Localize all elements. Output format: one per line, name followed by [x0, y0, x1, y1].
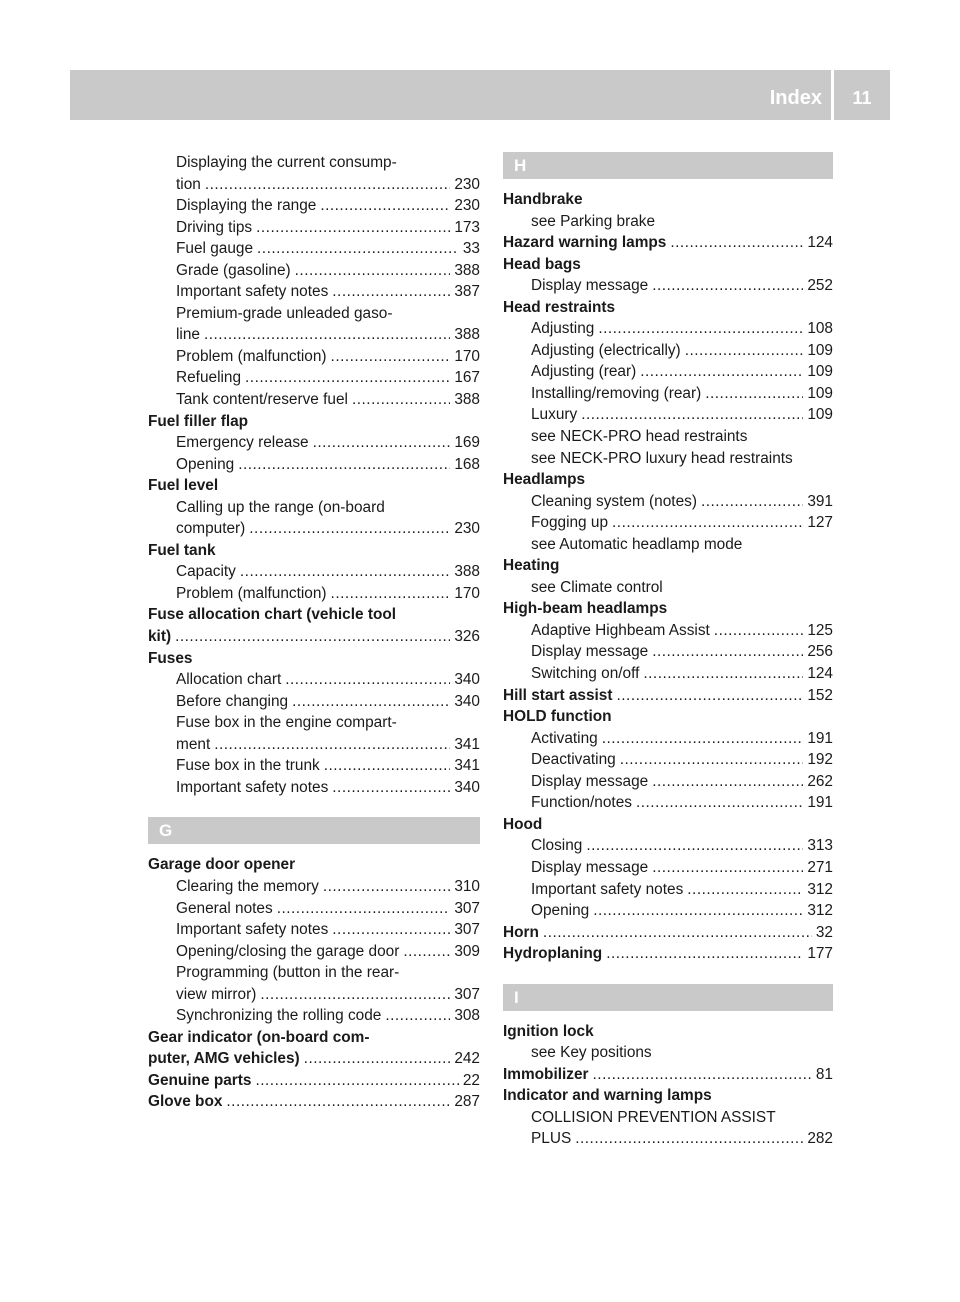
index-main-entry	[148, 1027, 480, 1049]
page-reference: 230	[454, 520, 480, 538]
dot-leader	[652, 857, 803, 879]
entry-text: Opening	[531, 902, 590, 920]
page-number: 11	[852, 88, 872, 108]
page-reference: 256	[807, 643, 833, 661]
page-reference: 109	[807, 406, 833, 424]
index-main-entry	[148, 604, 480, 626]
index-main-entry	[148, 854, 480, 876]
entry-text: Adjusting (rear)	[531, 363, 637, 381]
entry-text: Fuse box in the engine compart-	[176, 714, 397, 732]
page-reference: 152	[807, 686, 833, 704]
entry-text: Hood	[503, 815, 543, 833]
entry-text: Cleaning system (notes)	[531, 492, 697, 510]
entry-text: see Automatic headlamp mode	[531, 535, 743, 553]
index-main-entry	[503, 189, 833, 211]
entry-text: see Key positions	[531, 1044, 652, 1062]
dot-leader	[214, 734, 450, 756]
entry-text: Hill start assist	[503, 686, 613, 704]
entry-text: see Parking brake	[531, 212, 656, 230]
page-reference: 388	[454, 261, 480, 279]
page-reference: 125	[807, 621, 833, 639]
index-sub-entry	[148, 346, 480, 368]
entry-text: Opening	[176, 455, 235, 473]
index-main-entry	[148, 1091, 480, 1113]
section-gap	[503, 965, 833, 984]
entry-text: Adjusting (electrically)	[531, 341, 681, 359]
entry-text: Closing	[531, 837, 583, 855]
dot-leader	[324, 755, 451, 777]
dot-leader	[385, 1005, 450, 1027]
index-sub-entry	[148, 367, 480, 389]
entry-text: Grade (gasoline)	[176, 261, 291, 279]
index-sub-entry	[148, 919, 480, 941]
dot-leader	[640, 361, 803, 383]
entry-text: see Climate control	[531, 578, 663, 596]
entry-text: kit)	[148, 628, 172, 646]
entry-text: Fogging up	[531, 514, 609, 532]
page-reference: 307	[454, 985, 480, 1003]
page-reference: 312	[807, 880, 833, 898]
index-sub-entry	[503, 404, 833, 426]
index-sub-entry	[148, 691, 480, 713]
index-sub-entry	[148, 195, 480, 217]
dot-leader	[331, 583, 451, 605]
dot-leader	[277, 898, 451, 920]
page-reference: 340	[454, 778, 480, 796]
entry-text: Important safety notes	[176, 778, 329, 796]
index-sub-entry	[148, 876, 480, 898]
entry-text: tion	[176, 175, 201, 193]
dot-leader	[617, 685, 804, 707]
page-reference: 340	[454, 671, 480, 689]
index-sub-entry	[503, 792, 833, 814]
entry-text: ment	[176, 735, 211, 753]
page-reference: 341	[454, 757, 480, 775]
entry-text: view mirror)	[176, 985, 257, 1003]
index-main-entry	[503, 1021, 833, 1043]
page-reference: 167	[454, 369, 480, 387]
index-sub-entry	[503, 577, 833, 599]
index-sub-entry	[148, 260, 480, 282]
entry-text: Horn	[503, 923, 539, 941]
section-gap	[503, 1011, 833, 1021]
index-main-entry	[503, 943, 833, 965]
index-sub-entry	[148, 238, 480, 260]
page-reference: 308	[454, 1007, 480, 1025]
index-sub-entry	[503, 728, 833, 750]
index-sub-entry	[503, 835, 833, 857]
entry-text: Programming (button in the rear-	[176, 964, 400, 982]
index-sub-entry	[503, 383, 833, 405]
entry-text: Before changing	[176, 692, 289, 710]
entry-text: Handbrake	[503, 191, 583, 208]
page-reference: 173	[454, 218, 480, 236]
entry-text: Luxury	[531, 406, 578, 424]
page-reference: 391	[807, 492, 833, 510]
index-main-entry	[503, 297, 833, 319]
entry-text: Activating	[531, 729, 598, 747]
index-sub-entry	[503, 318, 833, 340]
dot-leader	[593, 1064, 812, 1086]
index-sub-entry	[503, 340, 833, 362]
index-sub-entry	[148, 734, 480, 756]
index-main-entry	[148, 411, 480, 433]
dot-leader	[652, 275, 803, 297]
index-sub-entry	[503, 361, 833, 383]
entry-text: Indicator and warning lamps	[503, 1087, 712, 1105]
entry-text: Hydroplaning	[503, 945, 603, 963]
dot-leader	[249, 518, 450, 540]
dot-leader	[352, 389, 450, 411]
entry-text: Heating	[503, 557, 560, 575]
index-sub-entry	[148, 281, 480, 303]
page-reference: 168	[454, 455, 480, 473]
page-reference: 230	[454, 175, 480, 193]
dot-leader	[643, 663, 803, 685]
entry-text: High-beam headlamps	[503, 600, 668, 618]
entry-text: Displaying the current consump-	[176, 154, 397, 171]
page-reference: 309	[454, 942, 480, 960]
index-sub-entry	[148, 217, 480, 239]
dot-leader	[620, 749, 804, 771]
page-reference: 313	[807, 837, 833, 855]
section-letter-header: G	[148, 817, 480, 844]
dot-leader	[606, 943, 803, 965]
entry-text: Display message	[531, 643, 649, 661]
index-sub-entry	[503, 211, 833, 233]
section-gap	[148, 844, 480, 854]
page-reference: 282	[807, 1130, 833, 1148]
index-main-entry	[503, 814, 833, 836]
entry-text: COLLISION PREVENTION ASSIST	[531, 1108, 776, 1126]
entry-text: Garage door opener	[148, 856, 296, 874]
page-reference: 192	[807, 751, 833, 769]
entry-text: Head restraints	[503, 298, 616, 316]
index-main-entry	[148, 626, 480, 648]
entry-text: Capacity	[176, 563, 236, 581]
index-sub-entry	[148, 962, 480, 984]
header-title: Index	[769, 87, 822, 109]
entry-text: Fuel filler flap	[148, 412, 249, 430]
page-reference: 169	[454, 434, 480, 452]
page-reference: 108	[807, 320, 833, 338]
entry-text: Displaying the range	[176, 197, 317, 215]
entry-text: Display message	[531, 858, 649, 876]
dot-leader	[332, 919, 450, 941]
dot-leader	[226, 1091, 450, 1113]
index-sub-entry	[503, 1128, 833, 1150]
dot-leader	[256, 217, 450, 239]
index-sub-entry	[503, 900, 833, 922]
entry-text: Synchronizing the rolling code	[176, 1007, 382, 1025]
entry-text: Problem (malfunction)	[176, 347, 327, 365]
page-reference: 22	[462, 1071, 480, 1089]
index-sub-entry	[148, 941, 480, 963]
entry-text: Driving tips	[176, 218, 253, 236]
page-reference: 262	[807, 772, 833, 790]
dot-leader	[598, 318, 803, 340]
page-reference: 388	[454, 563, 480, 581]
section-letter-header: H	[503, 152, 833, 179]
dot-leader	[204, 324, 450, 346]
page-reference: 312	[807, 902, 833, 920]
index-main-entry	[503, 1085, 833, 1107]
index-sub-entry	[148, 561, 480, 583]
dot-leader	[205, 174, 450, 196]
entry-text: Immobilizer	[503, 1065, 589, 1083]
entry-text: Calling up the range (on-board	[176, 498, 385, 516]
page-reference: 242	[454, 1050, 480, 1068]
entry-text: Deactivating	[531, 751, 616, 769]
page-reference: 109	[807, 341, 833, 359]
entry-text: Allocation chart	[176, 671, 282, 689]
index-main-entry	[503, 922, 833, 944]
entry-text: Important safety notes	[176, 283, 329, 301]
page-reference: 287	[454, 1093, 480, 1111]
dot-leader	[403, 941, 450, 963]
index-main-entry	[503, 254, 833, 276]
index-sub-entry	[148, 712, 480, 734]
index-main-entry	[148, 648, 480, 670]
index-sub-entry	[148, 152, 480, 174]
entry-text: Premium-grade unleaded gaso-	[176, 304, 393, 322]
page-reference: 326	[454, 628, 480, 646]
entry-text: Gear indicator (on-board com-	[148, 1028, 370, 1046]
dot-leader	[313, 432, 451, 454]
index-sub-entry	[503, 426, 833, 448]
index-sub-entry	[503, 879, 833, 901]
entry-text: Important safety notes	[176, 921, 329, 939]
dot-leader	[332, 281, 450, 303]
index-main-entry	[503, 1064, 833, 1086]
entry-text: Display message	[531, 772, 649, 790]
entry-text: computer)	[176, 520, 246, 538]
dot-leader	[238, 454, 450, 476]
dot-leader	[586, 835, 803, 857]
entry-text: Tank content/reserve fuel	[176, 391, 348, 409]
entry-text: Problem (malfunction)	[176, 584, 327, 602]
index-sub-entry	[503, 534, 833, 556]
dot-leader	[245, 367, 450, 389]
page-reference: 109	[807, 363, 833, 381]
entry-text: Fuse allocation chart (vehicle tool	[148, 606, 397, 624]
index-sub-entry	[148, 497, 480, 519]
index-sub-entry	[148, 324, 480, 346]
index-main-entry	[503, 706, 833, 728]
dot-leader	[331, 346, 451, 368]
page-reference: 388	[454, 391, 480, 409]
dot-leader	[612, 512, 803, 534]
index-sub-entry	[148, 518, 480, 540]
entry-text: HOLD function	[503, 708, 612, 726]
entry-text: Emergency release	[176, 434, 309, 452]
dot-leader	[602, 728, 804, 750]
page-reference: 127	[807, 514, 833, 532]
index-sub-entry	[503, 749, 833, 771]
entry-text: Glove box	[148, 1093, 223, 1111]
entry-text: Display message	[531, 277, 649, 295]
index-sub-entry	[503, 512, 833, 534]
index-sub-entry	[503, 663, 833, 685]
entry-text: PLUS	[531, 1130, 572, 1148]
section-gap	[503, 179, 833, 189]
dot-leader	[685, 340, 804, 362]
dot-leader	[175, 626, 450, 648]
index-sub-entry	[503, 620, 833, 642]
dot-leader	[257, 238, 459, 260]
index-column-left	[148, 152, 480, 1113]
index-column-right	[503, 152, 833, 1150]
index-sub-entry	[503, 275, 833, 297]
index-sub-entry	[148, 583, 480, 605]
index-sub-entry	[148, 898, 480, 920]
dot-leader	[320, 195, 450, 217]
dot-leader	[701, 491, 803, 513]
index-main-entry	[503, 469, 833, 491]
index-sub-entry	[503, 448, 833, 470]
index-sub-entry	[148, 432, 480, 454]
page-reference: 33	[462, 240, 480, 258]
page-reference: 387	[454, 283, 480, 301]
entry-text: Genuine parts	[148, 1071, 252, 1089]
index-sub-entry	[148, 1005, 480, 1027]
page-reference: 307	[454, 921, 480, 939]
page-reference: 170	[454, 584, 480, 602]
entry-text: Opening/closing the garage door	[176, 942, 400, 960]
index-sub-entry	[148, 389, 480, 411]
index-main-entry	[503, 232, 833, 254]
index-sub-entry	[148, 755, 480, 777]
entry-text: General notes	[176, 899, 273, 917]
dot-leader	[323, 876, 450, 898]
page-reference: 81	[815, 1065, 833, 1083]
dot-leader	[705, 383, 803, 405]
entry-text: Adaptive Highbeam Assist	[531, 621, 710, 639]
page-reference: 32	[815, 923, 833, 941]
entry-text: Fuel tank	[148, 541, 216, 559]
index-sub-entry	[503, 1042, 833, 1064]
index-sub-entry	[148, 777, 480, 799]
entry-text: Fuel gauge	[176, 240, 254, 258]
page-reference: 271	[807, 858, 833, 876]
dot-leader	[593, 900, 803, 922]
page-reference: 310	[454, 877, 480, 895]
index-sub-entry	[148, 303, 480, 325]
entry-text: line	[176, 326, 200, 344]
dot-leader	[332, 777, 450, 799]
dot-leader	[636, 792, 803, 814]
entry-text: Hazard warning lamps	[503, 234, 667, 252]
index-sub-entry	[148, 984, 480, 1006]
page-reference: 109	[807, 384, 833, 402]
page-reference: 191	[807, 794, 833, 812]
dot-leader	[652, 641, 803, 663]
index-main-entry	[148, 475, 480, 497]
page-reference: 341	[454, 735, 480, 753]
entry-text: Function/notes	[531, 794, 632, 812]
dot-leader	[304, 1048, 451, 1070]
index-main-entry	[503, 598, 833, 620]
entry-text: Refueling	[176, 369, 242, 387]
entry-text: Head bags	[503, 255, 581, 273]
dot-leader	[285, 669, 450, 691]
index-sub-entry	[148, 174, 480, 196]
index-sub-entry	[148, 669, 480, 691]
dot-leader	[714, 620, 804, 642]
entry-text: see NECK-PRO head restraints	[531, 428, 748, 446]
page-reference: 177	[807, 945, 833, 963]
index-main-entry	[148, 1048, 480, 1070]
index-main-entry	[503, 685, 833, 707]
dot-leader	[543, 922, 812, 944]
index-sub-entry	[503, 857, 833, 879]
index-sub-entry	[503, 771, 833, 793]
entry-text: Headlamps	[503, 471, 586, 489]
index-main-entry	[148, 540, 480, 562]
dot-leader	[295, 260, 451, 282]
entry-text: Fuse box in the trunk	[176, 757, 320, 775]
entry-text: Adjusting	[531, 320, 595, 338]
dot-leader	[255, 1070, 458, 1092]
page-reference: 124	[807, 665, 833, 683]
page-reference: 170	[454, 347, 480, 365]
page-reference: 252	[807, 277, 833, 295]
page-reference: 340	[454, 692, 480, 710]
entry-text: see NECK-PRO luxury head restraints	[531, 449, 793, 467]
index-sub-entry	[503, 491, 833, 513]
index-sub-entry	[148, 454, 480, 476]
entry-text: Switching on/off	[531, 665, 640, 683]
page-reference: 124	[807, 234, 833, 252]
page-reference: 307	[454, 899, 480, 917]
entry-text: Fuel level	[148, 477, 219, 495]
dot-leader	[240, 561, 450, 583]
entry-text: Clearing the memory	[176, 877, 319, 895]
page-reference: 230	[454, 197, 480, 215]
entry-text: Ignition lock	[503, 1022, 594, 1040]
entry-text: Fuses	[148, 649, 193, 667]
dot-leader	[575, 1128, 803, 1150]
page-reference: 191	[807, 729, 833, 747]
page-reference: 388	[454, 326, 480, 344]
dot-leader	[670, 232, 803, 254]
index-sub-entry	[503, 1107, 833, 1129]
index-main-entry	[503, 555, 833, 577]
section-letter-header: I	[503, 984, 833, 1011]
entry-text: Important safety notes	[531, 880, 684, 898]
entry-text: Installing/removing (rear)	[531, 384, 702, 402]
index-sub-entry	[503, 641, 833, 663]
dot-leader	[652, 771, 803, 793]
section-gap	[148, 798, 480, 817]
dot-leader	[687, 879, 803, 901]
dot-leader	[292, 691, 450, 713]
dot-leader	[260, 984, 450, 1006]
index-main-entry	[148, 1070, 480, 1092]
entry-text: puter, AMG vehicles)	[148, 1050, 300, 1068]
dot-leader	[581, 404, 803, 426]
